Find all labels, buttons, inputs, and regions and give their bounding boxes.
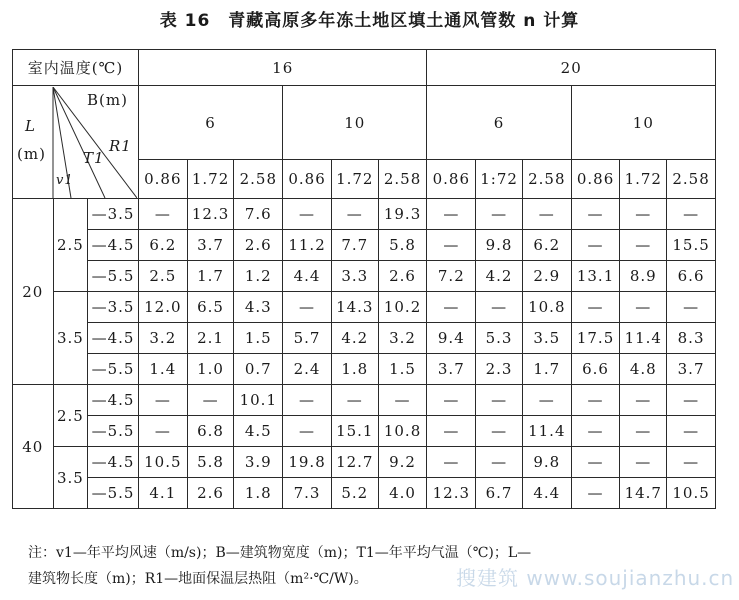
R-value-header: 1.72	[187, 160, 234, 199]
data-cell: 1.0	[187, 354, 234, 385]
R-value-header: 2.58	[667, 160, 716, 199]
data-cell: —	[427, 416, 476, 447]
data-cell: —	[427, 385, 476, 416]
B-value-header: 6	[427, 86, 571, 160]
B-value-header: 6	[138, 86, 282, 160]
data-cell: 2.4	[283, 354, 332, 385]
data-cell: 3.5	[522, 323, 571, 354]
data-cell: —	[476, 447, 523, 478]
data-cell: 6.2	[138, 230, 187, 261]
table-row	[13, 199, 716, 230]
data-cell: 1.2	[234, 261, 283, 292]
data-cell: 5.7	[283, 323, 332, 354]
data-cell: —	[571, 230, 620, 261]
data-cell: 3.2	[138, 323, 187, 354]
data-cell: 4.4	[522, 478, 571, 509]
data-cell: 2.6	[187, 478, 234, 509]
table-row	[13, 447, 716, 478]
T-value-cell: —5.5	[88, 416, 139, 447]
table-row	[13, 261, 716, 292]
data-cell: 7.7	[331, 230, 378, 261]
data-cell: —	[571, 385, 620, 416]
data-cell: 7.3	[283, 478, 332, 509]
data-cell: —	[571, 447, 620, 478]
data-cell: —	[476, 292, 523, 323]
data-cell: 15.1	[331, 416, 378, 447]
data-cell: 9.4	[427, 323, 476, 354]
data-cell: —	[378, 385, 427, 416]
data-cell: —	[620, 292, 667, 323]
T-value-cell: —4.5	[88, 230, 139, 261]
data-cell: 4.1	[138, 478, 187, 509]
note-line-2: 建筑物长度（m)；R1—地面保温层热阻（m²·℃/W)。	[28, 571, 368, 587]
R-value-header: 1:72	[476, 160, 523, 199]
data-cell: 10.8	[378, 416, 427, 447]
data-cell: —	[476, 416, 523, 447]
data-cell: 6.2	[522, 230, 571, 261]
data-cell: 2.3	[476, 354, 523, 385]
data-cell: —	[187, 385, 234, 416]
data-cell: —	[476, 385, 523, 416]
T-value-cell: —5.5	[88, 478, 139, 509]
data-cell: 1.7	[187, 261, 234, 292]
T-value-cell: —5.5	[88, 354, 139, 385]
R-value-header: 2.58	[378, 160, 427, 199]
data-cell: 12.3	[427, 478, 476, 509]
data-cell: 9.8	[522, 447, 571, 478]
data-cell: —	[283, 385, 332, 416]
table-row	[13, 292, 716, 323]
R-value-header: 0.86	[427, 160, 476, 199]
data-cell: 4.0	[378, 478, 427, 509]
data-cell: 6.6	[667, 261, 716, 292]
data-cell: 10.8	[522, 292, 571, 323]
data-cell: 19.8	[283, 447, 332, 478]
data-cell: —	[138, 385, 187, 416]
v-value-cell: 3.5	[53, 292, 88, 385]
data-cell: 4.2	[476, 261, 523, 292]
data-cell: 5.2	[331, 478, 378, 509]
data-cell: 9.8	[476, 230, 523, 261]
T-value-cell: —4.5	[88, 385, 139, 416]
v-value-cell: 2.5	[53, 199, 88, 292]
data-cell: 3.7	[667, 354, 716, 385]
data-cell: 10.5	[667, 478, 716, 509]
table-row	[13, 323, 716, 354]
L-unit-label: (m)	[17, 144, 46, 163]
data-cell: 8.9	[620, 261, 667, 292]
B-label: B(m)	[87, 90, 128, 109]
data-cell: 0.7	[234, 354, 283, 385]
T-value-cell: —4.5	[88, 323, 139, 354]
data-cell: —	[427, 230, 476, 261]
R-value-header: 2.58	[234, 160, 283, 199]
data-cell: 2.6	[378, 261, 427, 292]
data-cell: —	[571, 478, 620, 509]
data-cell: —	[283, 416, 332, 447]
data-cell: 14.7	[620, 478, 667, 509]
data-cell: 10.5	[138, 447, 187, 478]
v1-label: v1	[56, 172, 74, 188]
data-cell: —	[620, 385, 667, 416]
diagonal-header	[13, 86, 139, 199]
watermark: 搜建筑 www.soujianzhu.cn	[456, 566, 735, 590]
data-cell: 6.6	[571, 354, 620, 385]
data-cell: 11.2	[283, 230, 332, 261]
B-value-header: 10	[283, 86, 427, 160]
data-cell: —	[620, 416, 667, 447]
data-cell: —	[283, 292, 332, 323]
data-cell: 10.2	[378, 292, 427, 323]
vent-pipe-table	[12, 49, 716, 509]
data-cell: 2.6	[234, 230, 283, 261]
R-value-header: 1.72	[620, 160, 667, 199]
L-value-cell: 40	[13, 385, 54, 509]
data-cell: —	[571, 199, 620, 230]
data-cell: 15.5	[667, 230, 716, 261]
data-cell: 3.9	[234, 447, 283, 478]
data-cell: —	[667, 447, 716, 478]
data-cell: 14.3	[331, 292, 378, 323]
data-cell: 1.5	[234, 323, 283, 354]
table-row	[13, 385, 716, 416]
data-cell: 6.7	[476, 478, 523, 509]
data-cell: —	[571, 416, 620, 447]
data-cell: —	[620, 230, 667, 261]
data-cell: 4.5	[234, 416, 283, 447]
data-cell: —	[620, 199, 667, 230]
data-cell: —	[283, 199, 332, 230]
data-cell: 7.2	[427, 261, 476, 292]
note-line-1: 注：v1—年平均风速（m/s)；B—建筑物宽度（m)；T1—年平均气温（℃)；L—	[28, 545, 532, 561]
data-cell: 4.8	[620, 354, 667, 385]
data-cell: 1.7	[522, 354, 571, 385]
data-cell: 6.8	[187, 416, 234, 447]
L-value-cell: 20	[13, 199, 54, 385]
R-value-header: 1.72	[331, 160, 378, 199]
T-value-cell: —3.5	[88, 199, 139, 230]
table-row	[13, 354, 716, 385]
data-cell: —	[667, 292, 716, 323]
data-cell: 1.4	[138, 354, 187, 385]
data-cell: 2.5	[138, 261, 187, 292]
L-label: L	[25, 116, 36, 135]
data-cell: —	[331, 199, 378, 230]
data-cell: 11.4	[522, 416, 571, 447]
R1-label: R1	[109, 136, 132, 155]
data-cell: —	[427, 447, 476, 478]
data-cell: —	[667, 385, 716, 416]
data-cell: —	[620, 447, 667, 478]
data-cell: 12.3	[187, 199, 234, 230]
data-cell: 1.5	[378, 354, 427, 385]
data-cell: 12.7	[331, 447, 378, 478]
data-cell: 8.3	[667, 323, 716, 354]
data-cell: 7.6	[234, 199, 283, 230]
R-value-header: 0.86	[283, 160, 332, 199]
data-cell: 3.2	[378, 323, 427, 354]
data-cell: 4.3	[234, 292, 283, 323]
B-value-header: 10	[571, 86, 715, 160]
data-cell: 6.5	[187, 292, 234, 323]
data-cell: 3.7	[187, 230, 234, 261]
data-cell: 1.8	[234, 478, 283, 509]
data-cell: —	[427, 199, 476, 230]
data-cell: 9.2	[378, 447, 427, 478]
data-cell: 5.3	[476, 323, 523, 354]
data-cell: —	[522, 385, 571, 416]
R-value-header: 0.86	[138, 160, 187, 199]
T-value-cell: —5.5	[88, 261, 139, 292]
data-cell: 3.3	[331, 261, 378, 292]
temp-20-header: 20	[427, 50, 716, 86]
T1-label: T1	[83, 148, 105, 167]
table-row	[13, 230, 716, 261]
R-value-header: 2.58	[522, 160, 571, 199]
data-cell: —	[522, 199, 571, 230]
data-cell: —	[476, 199, 523, 230]
data-cell: —	[138, 416, 187, 447]
data-cell: 1.8	[331, 354, 378, 385]
temp-16-header: 16	[138, 50, 427, 86]
v-value-cell: 2.5	[53, 385, 88, 447]
data-cell: 4.4	[283, 261, 332, 292]
data-cell: 2.1	[187, 323, 234, 354]
data-cell: 5.8	[187, 447, 234, 478]
data-cell: 2.9	[522, 261, 571, 292]
data-cell: 17.5	[571, 323, 620, 354]
T-value-cell: —3.5	[88, 292, 139, 323]
data-cell: —	[331, 385, 378, 416]
data-cell: 13.1	[571, 261, 620, 292]
data-cell: —	[138, 199, 187, 230]
data-cell: 19.3	[378, 199, 427, 230]
table-row	[13, 416, 716, 447]
indoor-temp-label: 室内温度(℃)	[13, 50, 139, 86]
R-value-header: 0.86	[571, 160, 620, 199]
T-value-cell: —4.5	[88, 447, 139, 478]
data-cell: —	[667, 416, 716, 447]
v-value-cell: 3.5	[53, 447, 88, 509]
table-row	[13, 478, 716, 509]
data-cell: 10.1	[234, 385, 283, 416]
data-cell: —	[667, 199, 716, 230]
data-cell: 3.7	[427, 354, 476, 385]
table-title: 表 16 青藏高原多年冻土地区填土通风管数 n 计算	[159, 11, 580, 31]
data-cell: 11.4	[620, 323, 667, 354]
data-cell: —	[427, 292, 476, 323]
data-cell: —	[571, 292, 620, 323]
data-cell: 5.8	[378, 230, 427, 261]
data-cell: 4.2	[331, 323, 378, 354]
data-cell: 12.0	[138, 292, 187, 323]
